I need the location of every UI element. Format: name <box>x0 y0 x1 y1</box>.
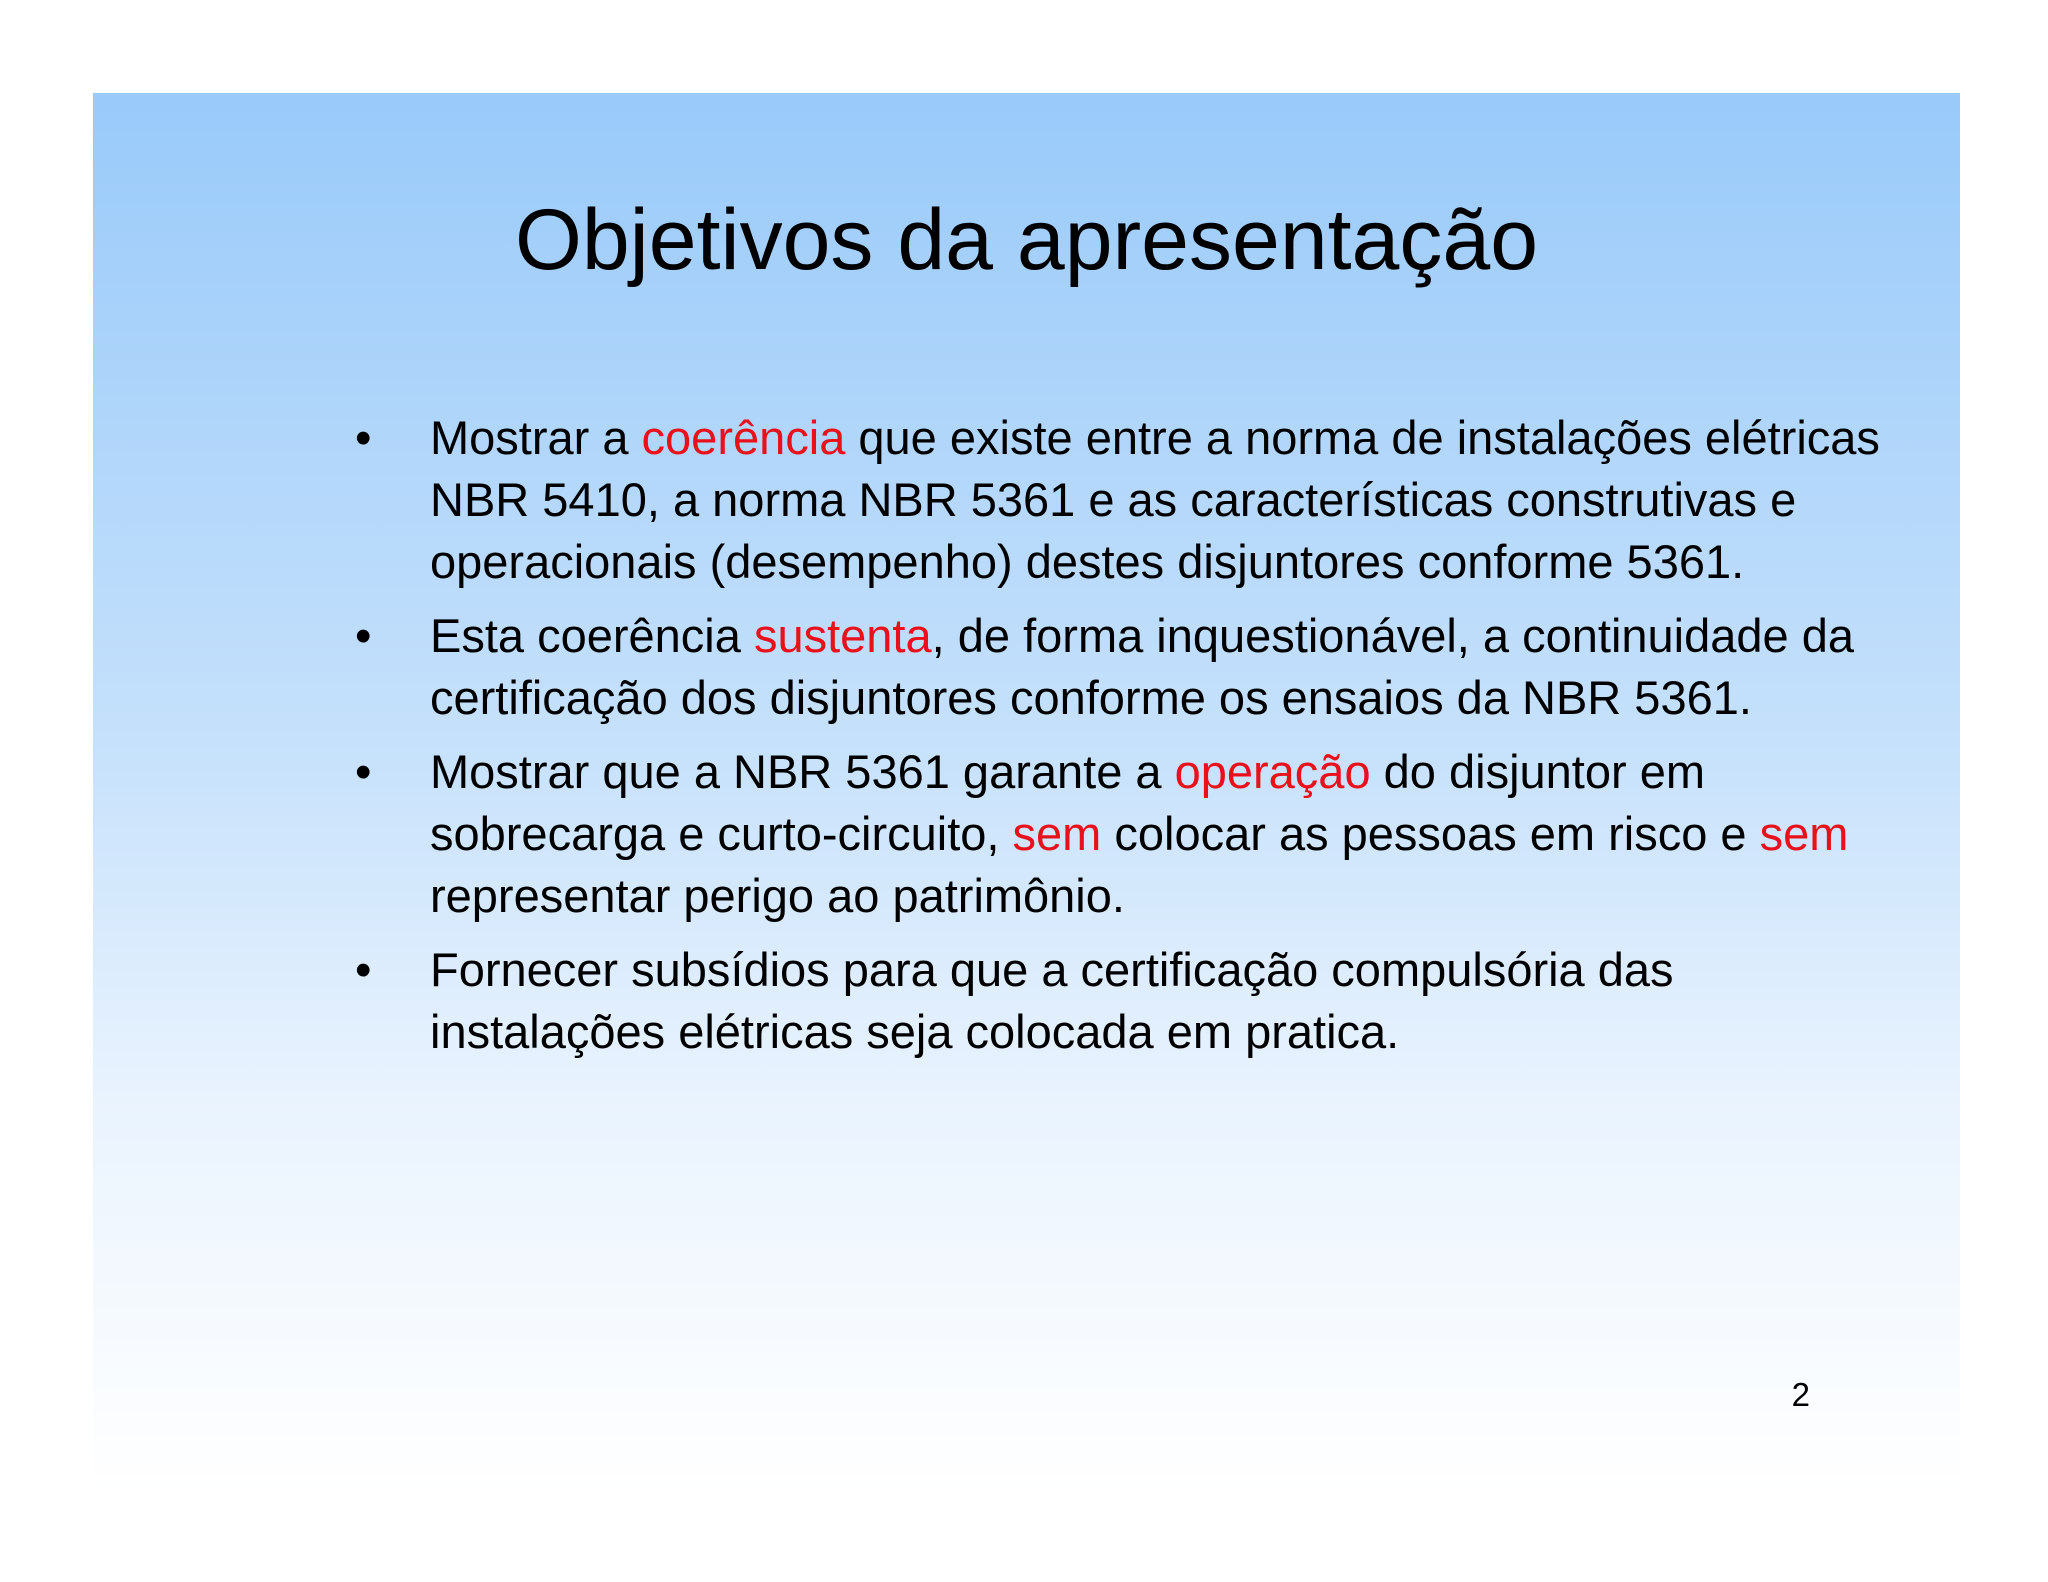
bullet-text <box>430 411 1880 588</box>
bullet-segment: que existe entre a norma de instalações elétricas NBR 5410, a norma NBR 5361 e as características construtivas e operacionais (desempenho) destes disjuntores conforme 5361. <box>430 411 1880 588</box>
bullet-list <box>336 407 1896 1075</box>
bullet-segment: colocar as pessoas em risco e <box>1101 807 1760 860</box>
bullet-segment: , de forma inquestionável, a continuidade da certificação dos disjuntores conforme os ensaios da NBR 5361. <box>430 609 1854 724</box>
bullet-segment: representar perigo ao patrimônio. <box>430 869 1125 922</box>
slide <box>93 93 1960 1490</box>
slide-title: Objetivos da apresentação <box>514 192 1539 288</box>
bullet-dot-icon: • <box>355 745 372 798</box>
bullet-segment: Mostrar a <box>430 411 642 464</box>
bullet-item <box>336 605 1896 729</box>
bullet-dot-icon: • <box>355 943 372 996</box>
highlighted-term: sem <box>1759 807 1849 860</box>
bullet-item <box>336 407 1896 593</box>
bullet-segment: Esta coerência <box>430 609 754 662</box>
highlighted-term: operação <box>1174 745 1371 798</box>
bullet-dot-icon: • <box>355 609 372 662</box>
bullet-item <box>336 939 1896 1063</box>
bullet-text <box>430 745 1848 922</box>
bullet-segment: do disjuntor em sobrecarga e curto-circuito, <box>430 745 1705 860</box>
bullet-segment: Fornecer subsídios para que a certificação compulsória das instalações elétricas seja colocada em pratica. <box>430 943 1674 1058</box>
page-number: 2 <box>1791 1376 1810 1413</box>
highlighted-term: sem <box>1012 807 1102 860</box>
bullet-segment: Mostrar que a NBR 5361 garante a <box>430 745 1175 798</box>
highlighted-term: coerência <box>641 411 846 464</box>
highlighted-term: sustenta <box>753 609 932 662</box>
bullet-text <box>430 943 1674 1058</box>
bullet-dot-icon: • <box>355 411 372 464</box>
bullet-item <box>336 741 1896 927</box>
bullet-text <box>430 609 1854 724</box>
